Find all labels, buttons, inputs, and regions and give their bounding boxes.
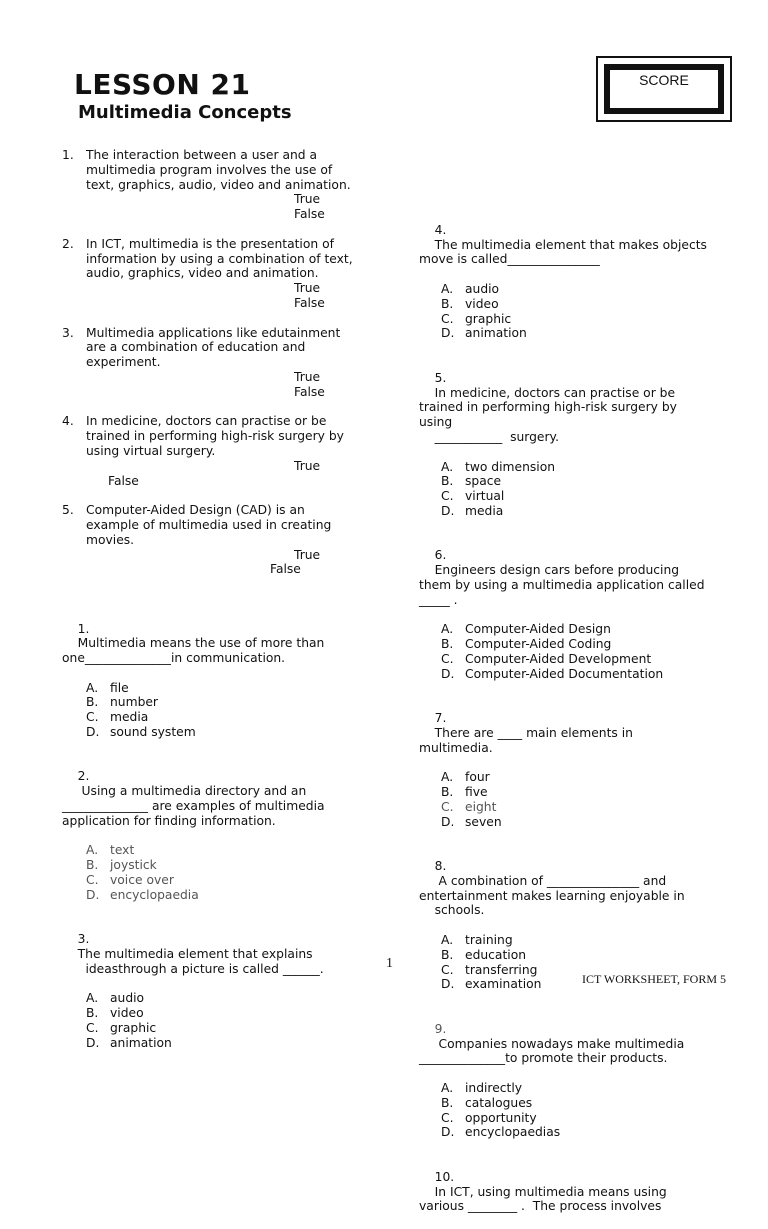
lesson-subtitle: Multimedia Concepts bbox=[78, 102, 292, 123]
option-d[interactable]: D. animation bbox=[86, 1035, 172, 1050]
option-b[interactable]: B. number bbox=[86, 695, 158, 710]
option-c[interactable]: C. opportunity bbox=[441, 1110, 537, 1125]
option-d[interactable]: D. examination bbox=[441, 977, 542, 992]
option-a[interactable]: A. audio bbox=[441, 281, 500, 296]
option-a[interactable]: A. two dimension bbox=[441, 459, 556, 474]
true-option[interactable]: True bbox=[294, 369, 321, 384]
option-c[interactable]: C. media bbox=[86, 710, 149, 725]
option-list bbox=[419, 1081, 739, 1140]
question-text: In ICT, multimedia is the presentation of information by using a combination of text, audio, graphics, video and animation. bbox=[86, 236, 353, 281]
question-number: 7. bbox=[434, 711, 447, 726]
option-list bbox=[419, 460, 739, 519]
false-option[interactable]: False bbox=[294, 295, 325, 310]
score-frame bbox=[604, 64, 724, 114]
question-number: 4. bbox=[62, 414, 74, 429]
option-c[interactable]: C. virtual bbox=[441, 489, 505, 504]
option-b[interactable]: B. five bbox=[441, 785, 488, 800]
question-text: The interaction between a user and a multimedia program involves the use of text, graphics, audio, video and animation. bbox=[86, 148, 351, 192]
question-text: The multimedia element that makes objects move is called_______________ bbox=[419, 237, 707, 267]
question-number: 9. bbox=[434, 1021, 447, 1036]
score-label: SCORE bbox=[639, 72, 689, 88]
question-number: 2. bbox=[77, 769, 90, 784]
mcq-question bbox=[62, 917, 402, 991]
false-option[interactable]: False bbox=[294, 384, 325, 399]
mcq-question bbox=[419, 1155, 739, 1229]
option-a[interactable]: A. training bbox=[441, 933, 513, 948]
true-option[interactable]: True bbox=[294, 547, 321, 562]
mcq-question bbox=[419, 534, 739, 623]
option-a[interactable]: A. Computer-Aided Design bbox=[441, 622, 611, 637]
question-text: Companies nowadays make multimedia ______________to promote their products. bbox=[419, 1036, 685, 1066]
question-number: 5. bbox=[434, 370, 447, 385]
true-option[interactable]: True bbox=[294, 458, 321, 473]
mcq-question bbox=[419, 208, 739, 282]
question-text: Multimedia means the use of more than one______________in communication. bbox=[62, 636, 325, 666]
option-b[interactable]: B. Computer-Aided Coding bbox=[441, 637, 612, 652]
page-number: 1 bbox=[386, 956, 393, 971]
option-c[interactable]: C. eight bbox=[441, 799, 497, 814]
right-column bbox=[419, 208, 739, 1229]
option-a[interactable]: A. text bbox=[86, 843, 135, 858]
option-list bbox=[62, 843, 402, 902]
mcq-question bbox=[419, 696, 739, 770]
mcq-question bbox=[419, 356, 739, 460]
option-a[interactable]: A. file bbox=[86, 680, 129, 695]
false-option[interactable]: False bbox=[294, 207, 325, 222]
option-b[interactable]: B. video bbox=[441, 296, 499, 311]
question-number: 1. bbox=[62, 148, 74, 162]
option-c[interactable]: C. voice over bbox=[86, 873, 174, 888]
footer-label: ICT WORKSHEET, FORM 5 bbox=[582, 972, 727, 986]
question-number: 5. bbox=[62, 503, 74, 518]
option-b[interactable]: B. joystick bbox=[86, 858, 157, 873]
left-column bbox=[62, 148, 402, 1051]
option-list bbox=[419, 282, 739, 341]
option-d[interactable]: D. seven bbox=[441, 814, 502, 829]
question-number: 3. bbox=[77, 932, 90, 947]
question-text: In ICT, using multimedia means using various ________ . The process involves bbox=[419, 1184, 667, 1214]
question-text: The multimedia element that explains ideasthrough a picture is called ______. bbox=[77, 947, 324, 976]
option-d[interactable]: D. encyclopaedia bbox=[86, 887, 199, 902]
question-text: Using a multimedia directory and an ______________ are examples of multimedia application for finding information. bbox=[62, 784, 325, 828]
question-text: There are ____ main elements in multimedia. bbox=[419, 725, 633, 755]
question-text: Engineers design cars before producing them by using a multimedia application called _____ . bbox=[419, 563, 705, 607]
option-b[interactable]: B. space bbox=[441, 474, 502, 489]
question-number: 8. bbox=[434, 859, 447, 874]
option-c[interactable]: C. graphic bbox=[86, 1021, 157, 1036]
tf-question bbox=[62, 326, 402, 370]
question-text: Multimedia applications like edutainment are a combination of education and experiment. bbox=[86, 325, 341, 370]
mcq-question bbox=[419, 1007, 739, 1081]
option-d[interactable]: D. Computer-Aided Documentation bbox=[441, 666, 664, 681]
tf-question bbox=[62, 414, 402, 458]
tf-question bbox=[62, 237, 402, 281]
option-b[interactable]: B. education bbox=[441, 947, 527, 962]
option-a[interactable]: A. indirectly bbox=[441, 1081, 523, 1096]
option-a[interactable]: A. four bbox=[441, 770, 490, 785]
false-option[interactable]: False bbox=[270, 562, 301, 577]
option-c[interactable]: C. transferring bbox=[441, 962, 538, 977]
false-option[interactable]: False bbox=[108, 473, 139, 488]
true-option[interactable]: True bbox=[294, 281, 321, 296]
question-text: In medicine, doctors can practise or be trained in performing high-risk surgery by using virtual surgery. bbox=[86, 414, 344, 458]
question-number: 6. bbox=[434, 548, 447, 563]
option-d[interactable]: D. sound system bbox=[86, 725, 196, 740]
score-box bbox=[596, 56, 732, 122]
option-d[interactable]: D. animation bbox=[441, 326, 527, 341]
true-option[interactable]: True bbox=[294, 192, 321, 207]
option-list bbox=[419, 622, 739, 681]
mcq-question bbox=[62, 607, 402, 681]
option-c[interactable]: C. Computer-Aided Development bbox=[441, 651, 652, 666]
option-list bbox=[419, 770, 739, 829]
question-number: 1. bbox=[77, 621, 90, 636]
option-a[interactable]: A. audio bbox=[86, 991, 145, 1006]
option-b[interactable]: B. catalogues bbox=[441, 1095, 533, 1110]
option-d[interactable]: D. media bbox=[441, 503, 504, 518]
option-list bbox=[62, 991, 402, 1050]
option-c[interactable]: C. graphic bbox=[441, 311, 512, 326]
lesson-title: LESSON 21 bbox=[74, 68, 251, 101]
question-text: Computer-Aided Design (CAD) is an example of multimedia used in creating movies. bbox=[86, 503, 332, 547]
tf-question bbox=[62, 503, 402, 547]
option-d[interactable]: D. encyclopaedias bbox=[441, 1125, 561, 1140]
tf-question bbox=[62, 148, 402, 192]
mcq-question bbox=[62, 755, 402, 844]
question-text: A combination of _______________ and entertainment makes learning enjoyable in schools. bbox=[419, 873, 685, 918]
question-text: In medicine, doctors can practise or be trained in performing high-risk surgery by using ___________ surgery. bbox=[419, 385, 677, 444]
mcq-question bbox=[419, 844, 739, 933]
option-b[interactable]: B. video bbox=[86, 1006, 144, 1021]
option-list bbox=[62, 681, 402, 740]
question-number: 4. bbox=[434, 222, 447, 237]
question-number: 3. bbox=[62, 325, 74, 340]
question-number: 10. bbox=[434, 1169, 455, 1184]
question-number: 2. bbox=[62, 236, 74, 251]
